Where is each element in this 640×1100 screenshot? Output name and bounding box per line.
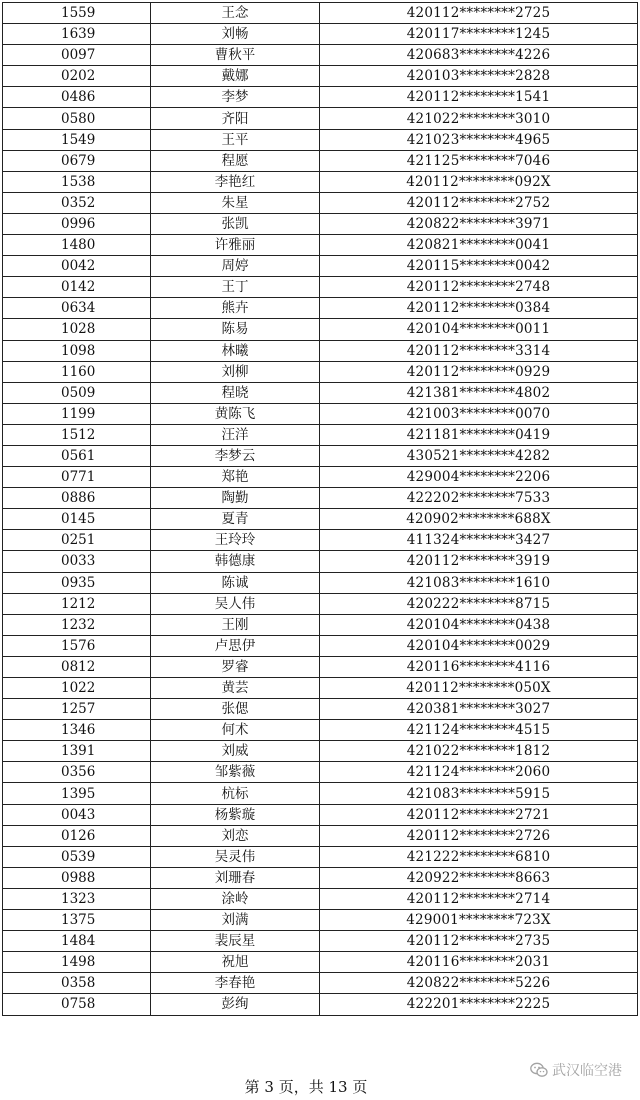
- row-id-cell: 420112********050X: [320, 678, 638, 699]
- table-row: [3, 635, 638, 656]
- table-row: [3, 530, 638, 551]
- table-row: [3, 699, 638, 720]
- row-number-cell: 0358: [3, 973, 151, 994]
- row-id-cell: 421125********7046: [320, 150, 638, 171]
- row-name-cell: 祝旭: [151, 952, 320, 973]
- page-number-text: 第 3 页，共 13 页: [244, 1078, 368, 1096]
- table-row: [3, 888, 638, 909]
- row-id-cell: 420104********0438: [320, 614, 638, 635]
- row-id-cell: 421003********0070: [320, 403, 638, 424]
- row-name-cell: 陈诚: [151, 572, 320, 593]
- row-name-cell: 朱星: [151, 192, 320, 213]
- table-row: [3, 108, 638, 129]
- row-name-cell: 周婷: [151, 256, 320, 277]
- row-number-cell: 0033: [3, 551, 151, 572]
- row-number-cell: 0539: [3, 846, 151, 867]
- watermark-text: 武汉临空港: [552, 1063, 622, 1079]
- table-row: [3, 403, 638, 424]
- row-name-cell: 张凯: [151, 213, 320, 234]
- row-name-cell: 涂岭: [151, 888, 320, 909]
- row-number-cell: 0043: [3, 804, 151, 825]
- row-id-cell: 420112********1541: [320, 87, 638, 108]
- row-name-cell: 吴人伟: [151, 593, 320, 614]
- row-name-cell: 许雅丽: [151, 235, 320, 256]
- table-row: [3, 171, 638, 192]
- row-id-cell: 420112********2735: [320, 931, 638, 952]
- roster-table: [2, 2, 638, 1016]
- row-id-cell: 429001********723X: [320, 910, 638, 931]
- row-name-cell: 何术: [151, 720, 320, 741]
- row-number-cell: 0996: [3, 213, 151, 234]
- row-number-cell: 1538: [3, 171, 151, 192]
- table-row: [3, 551, 638, 572]
- table-row: [3, 150, 638, 171]
- row-number-cell: 1323: [3, 888, 151, 909]
- row-number-cell: 1395: [3, 783, 151, 804]
- row-number-cell: 1098: [3, 340, 151, 361]
- row-number-cell: 1022: [3, 678, 151, 699]
- row-id-cell: 420116********2031: [320, 952, 638, 973]
- row-id-cell: 421124********4515: [320, 720, 638, 741]
- table-row: [3, 488, 638, 509]
- row-number-cell: 1639: [3, 24, 151, 45]
- row-number-cell: 0988: [3, 867, 151, 888]
- row-number-cell: 1480: [3, 235, 151, 256]
- row-id-cell: 420112********3919: [320, 551, 638, 572]
- row-id-cell: 420116********4116: [320, 656, 638, 677]
- row-name-cell: 裴辰星: [151, 931, 320, 952]
- row-number-cell: 1498: [3, 952, 151, 973]
- row-number-cell: 1512: [3, 424, 151, 445]
- row-number-cell: 0634: [3, 298, 151, 319]
- row-number-cell: 0679: [3, 150, 151, 171]
- table-row: [3, 445, 638, 466]
- row-id-cell: 420822********3971: [320, 213, 638, 234]
- row-number-cell: 0251: [3, 530, 151, 551]
- row-id-cell: 421022********1812: [320, 741, 638, 762]
- table-row: [3, 720, 638, 741]
- row-id-cell: 420222********8715: [320, 593, 638, 614]
- wechat-icon: [530, 1062, 548, 1078]
- table-row: [3, 256, 638, 277]
- row-number-cell: 1199: [3, 403, 151, 424]
- row-number-cell: 1232: [3, 614, 151, 635]
- row-name-cell: 黄芸: [151, 678, 320, 699]
- table-row: [3, 467, 638, 488]
- row-name-cell: 卢思伊: [151, 635, 320, 656]
- row-name-cell: 王念: [151, 3, 320, 24]
- table-row: [3, 87, 638, 108]
- row-id-cell: 420821********0041: [320, 235, 638, 256]
- row-id-cell: 420104********0029: [320, 635, 638, 656]
- row-id-cell: 420112********092X: [320, 171, 638, 192]
- table-row: [3, 614, 638, 635]
- row-id-cell: 421124********2060: [320, 762, 638, 783]
- row-id-cell: 420683********4226: [320, 45, 638, 66]
- row-number-cell: 0352: [3, 192, 151, 213]
- row-id-cell: 420104********0011: [320, 319, 638, 340]
- row-number-cell: 0042: [3, 256, 151, 277]
- row-number-cell: 1212: [3, 593, 151, 614]
- row-id-cell: 420112********2726: [320, 825, 638, 846]
- row-id-cell: 421083********1610: [320, 572, 638, 593]
- row-name-cell: 杭标: [151, 783, 320, 804]
- table-row: [3, 910, 638, 931]
- table-row: [3, 509, 638, 530]
- row-name-cell: 刘柳: [151, 361, 320, 382]
- row-name-cell: 韩德康: [151, 551, 320, 572]
- table-row: [3, 213, 638, 234]
- row-id-cell: 411324********3427: [320, 530, 638, 551]
- table-row: [3, 45, 638, 66]
- table-row: [3, 66, 638, 87]
- row-name-cell: 李春艳: [151, 973, 320, 994]
- table-row: [3, 994, 638, 1015]
- row-id-cell: 420822********5226: [320, 973, 638, 994]
- table-row: [3, 804, 638, 825]
- row-name-cell: 张偲: [151, 699, 320, 720]
- row-id-cell: 420112********2714: [320, 888, 638, 909]
- row-number-cell: 0126: [3, 825, 151, 846]
- row-name-cell: 齐阳: [151, 108, 320, 129]
- row-number-cell: 1375: [3, 910, 151, 931]
- row-id-cell: 430521********4282: [320, 445, 638, 466]
- row-name-cell: 刘畅: [151, 24, 320, 45]
- row-id-cell: 420112********0929: [320, 361, 638, 382]
- row-id-cell: 420112********2748: [320, 277, 638, 298]
- table-row: [3, 741, 638, 762]
- row-number-cell: 0202: [3, 66, 151, 87]
- table-row: [3, 593, 638, 614]
- row-number-cell: 0580: [3, 108, 151, 129]
- row-id-cell: 421181********0419: [320, 424, 638, 445]
- table-row: [3, 424, 638, 445]
- row-name-cell: 刘威: [151, 741, 320, 762]
- row-name-cell: 李梦云: [151, 445, 320, 466]
- row-number-cell: 1028: [3, 319, 151, 340]
- row-id-cell: 421022********3010: [320, 108, 638, 129]
- table-row: [3, 129, 638, 150]
- row-id-cell: 429004********2206: [320, 467, 638, 488]
- page-footer: [0, 1076, 612, 1098]
- row-name-cell: 郑艳: [151, 467, 320, 488]
- row-name-cell: 王玲玲: [151, 530, 320, 551]
- row-number-cell: 1160: [3, 361, 151, 382]
- row-number-cell: 1391: [3, 741, 151, 762]
- row-id-cell: 420902********688X: [320, 509, 638, 530]
- row-id-cell: 420112********2752: [320, 192, 638, 213]
- table-row: [3, 235, 638, 256]
- row-number-cell: 0486: [3, 87, 151, 108]
- table-row: [3, 572, 638, 593]
- row-number-cell: 1549: [3, 129, 151, 150]
- row-name-cell: 刘珊春: [151, 867, 320, 888]
- row-number-cell: 0356: [3, 762, 151, 783]
- row-id-cell: 421222********6810: [320, 846, 638, 867]
- row-name-cell: 王平: [151, 129, 320, 150]
- table-row: [3, 24, 638, 45]
- row-id-cell: 420103********2828: [320, 66, 638, 87]
- row-number-cell: 0142: [3, 277, 151, 298]
- table-row: [3, 298, 638, 319]
- table-row: [3, 319, 638, 340]
- row-name-cell: 戴娜: [151, 66, 320, 87]
- row-id-cell: 420112********0384: [320, 298, 638, 319]
- row-name-cell: 程晓: [151, 382, 320, 403]
- table-row: [3, 361, 638, 382]
- row-id-cell: 420117********1245: [320, 24, 638, 45]
- row-number-cell: 0935: [3, 572, 151, 593]
- row-name-cell: 汪洋: [151, 424, 320, 445]
- row-id-cell: 422201********2225: [320, 994, 638, 1015]
- row-number-cell: 1484: [3, 931, 151, 952]
- row-name-cell: 王刚: [151, 614, 320, 635]
- table-row: [3, 952, 638, 973]
- row-number-cell: 1346: [3, 720, 151, 741]
- row-id-cell: 420112********2721: [320, 804, 638, 825]
- row-number-cell: 1559: [3, 3, 151, 24]
- table-row: [3, 277, 638, 298]
- row-id-cell: 421381********4802: [320, 382, 638, 403]
- row-number-cell: 0561: [3, 445, 151, 466]
- table-row: [3, 825, 638, 846]
- table-row: [3, 762, 638, 783]
- row-id-cell: 420112********3314: [320, 340, 638, 361]
- row-name-cell: 刘恋: [151, 825, 320, 846]
- row-number-cell: 0886: [3, 488, 151, 509]
- row-name-cell: 彭绚: [151, 994, 320, 1015]
- row-name-cell: 杨紫璇: [151, 804, 320, 825]
- row-name-cell: 李艳红: [151, 171, 320, 192]
- table-row: [3, 973, 638, 994]
- table-row: [3, 656, 638, 677]
- table-row: [3, 192, 638, 213]
- row-name-cell: 李梦: [151, 87, 320, 108]
- row-name-cell: 熊卉: [151, 298, 320, 319]
- row-name-cell: 夏青: [151, 509, 320, 530]
- row-number-cell: 0145: [3, 509, 151, 530]
- table-row: [3, 931, 638, 952]
- row-name-cell: 黄陈飞: [151, 403, 320, 424]
- row-number-cell: 0097: [3, 45, 151, 66]
- row-name-cell: 陶勤: [151, 488, 320, 509]
- row-id-cell: 420922********8663: [320, 867, 638, 888]
- row-id-cell: 420115********0042: [320, 256, 638, 277]
- row-number-cell: 1576: [3, 635, 151, 656]
- row-name-cell: 罗睿: [151, 656, 320, 677]
- row-id-cell: 420381********3027: [320, 699, 638, 720]
- row-number-cell: 0771: [3, 467, 151, 488]
- row-name-cell: 刘满: [151, 910, 320, 931]
- row-name-cell: 林曦: [151, 340, 320, 361]
- table-row: [3, 678, 638, 699]
- row-name-cell: 曹秋平: [151, 45, 320, 66]
- watermark: [530, 1060, 622, 1080]
- row-id-cell: 420112********2725: [320, 3, 638, 24]
- table-row: [3, 340, 638, 361]
- row-id-cell: 421023********4965: [320, 129, 638, 150]
- table-row: [3, 382, 638, 403]
- row-number-cell: 0758: [3, 994, 151, 1015]
- table-row: [3, 867, 638, 888]
- row-number-cell: 1257: [3, 699, 151, 720]
- row-number-cell: 0812: [3, 656, 151, 677]
- row-number-cell: 0509: [3, 382, 151, 403]
- table-row: [3, 3, 638, 24]
- row-name-cell: 陈易: [151, 319, 320, 340]
- row-id-cell: 422202********7533: [320, 488, 638, 509]
- table-row: [3, 783, 638, 804]
- table-row: [3, 846, 638, 867]
- row-id-cell: 421083********5915: [320, 783, 638, 804]
- row-name-cell: 王丁: [151, 277, 320, 298]
- row-name-cell: 吴灵伟: [151, 846, 320, 867]
- row-name-cell: 邹紫薇: [151, 762, 320, 783]
- row-name-cell: 程愿: [151, 150, 320, 171]
- roster-table-body: [3, 3, 638, 1016]
